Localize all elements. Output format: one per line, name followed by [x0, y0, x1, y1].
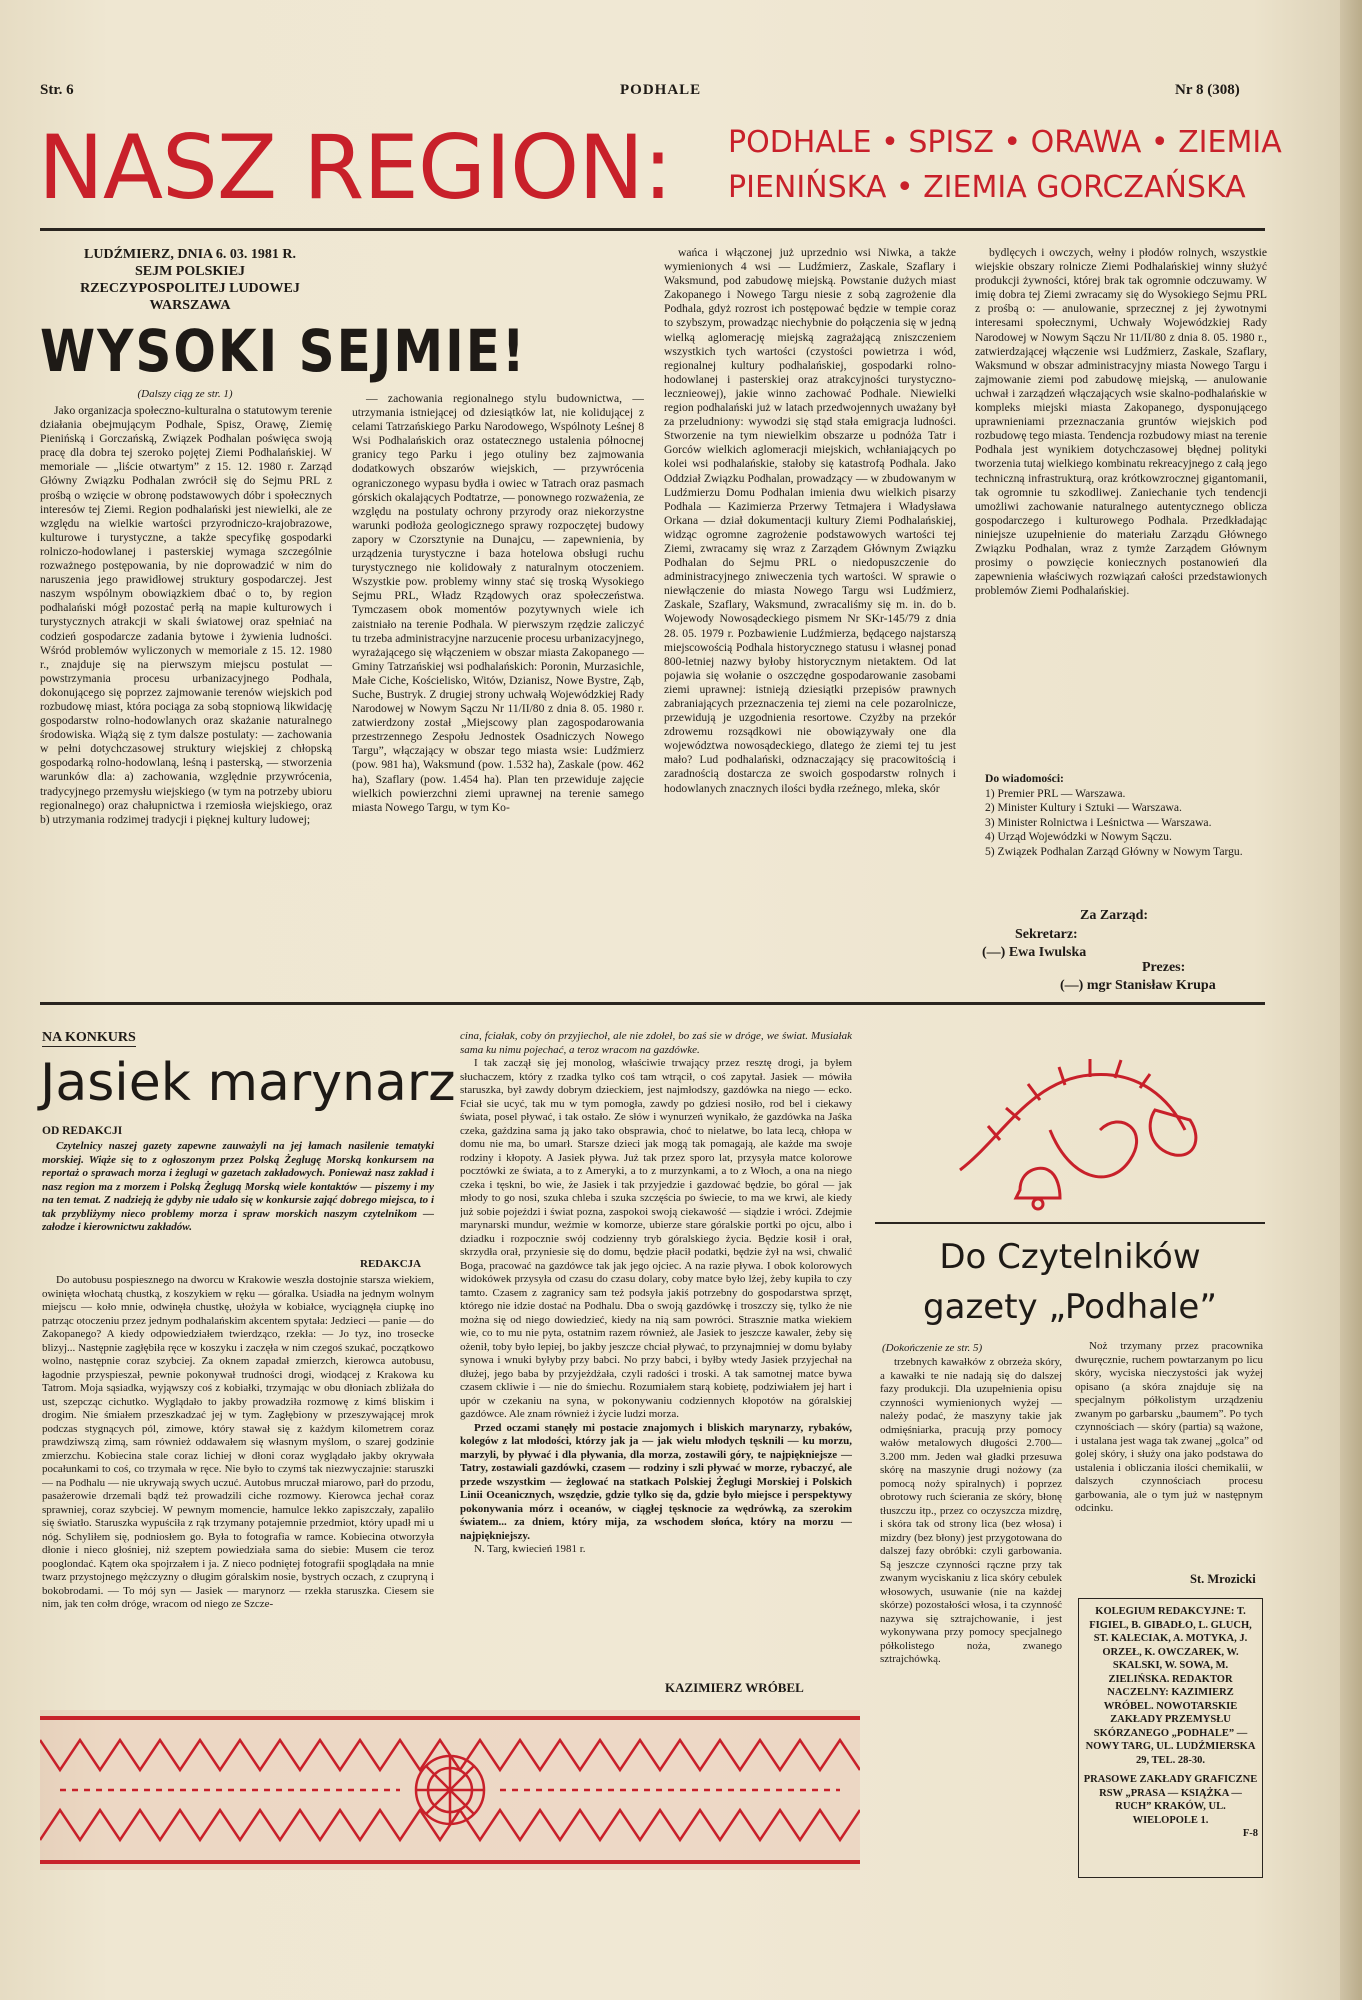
president-name: (—) mgr Stanisław Krupa [1060, 978, 1216, 993]
story-column-2 [460, 1030, 852, 1670]
story-title: Jasiek marynarz [40, 1053, 456, 1113]
readers-continued: (Dokończenie ze str. 5) [882, 1342, 983, 1354]
letter-addr-3: WARSZAWA [149, 298, 231, 313]
story-column-1 [42, 1274, 434, 1702]
story-author: KAZIMIERZ WRÓBEL [665, 1680, 804, 1695]
letter-text-4: bydlęcych i owczych, wełny i płodów rolnych, wszystkie wiejskie obszary rolnicze Ziemi Podhalańskiej winny służyć produkcji żywności, której brak tak ogromnie odczuwamy. W imię dobra tej Ziemi zwracamy się do Wysokiego Sejmu PRL z prośbą o: — anulowanie, sprzecznej z jej żywotnymi interesami społecznymi, Uchwały Wojewódzkiej Rady Narodowej w Nowym Sączu Nr 11/II/80 z dnia 8. 05. 1980 r., zatwierdzającej włączenie wsi Ludźmierz, Zaskale, Szaflary, Waksmund w obszar administracyjny miasta Nowego Targu i zajmowanie ziemi pod zabudowę miejską, — anulowanie uchwał i zarządzeń włączających wsie skalno-podhalańskie w kompleks miejski miasta Zakopanego, dysponującego uprawnieniami przeznaczania gruntów wiejskich pod rozbudowę tego miasta. Tendencja rozbudowy miast na terenie Podhala jest wynikiem dotychczasowej błędnej polityki tworzenia tutaj wielkiego kombinatu rekreacyjnego z całą jego techniczną infrastrukturą, oraz krótkowzrocznej gigantomanii, tak ogromnie tu szkodliwej. Zaniechanie tych tendencji umożliwi zachowanie naturalnego autentycznego oblicza gospodarczego i kulturowego Podhala. Przedkładając niniejsze uzupełnienie do materiału Zarządu Głównego Związku Podhalan, wraz z tymże Zarządem Głównym prosimy o powzięcie koniecznych postanowień dla zapewnienia właściwych rozwiązań całości przedstawionych problemów Ziemi Podhalańskiej. [975, 246, 1267, 598]
editorial-text: Czytelnicy naszej gazety zapewne zauważyli na jej łamach nasilenie tematyki morskiej. Wiąże się to z ogłoszonym przez Polską Żeglugę Morską konkursem na reportaż o sprawach morza i żeglugi w gazetach zakładowych. Ponieważ nasz zakład i nasz region ma z morzem i Polską Żeglugą Morską wiele kontaktów — piszemy i my na ten temat. Z nadzieją że gdyby nie udało się w konkursie zająć dobrego miejsca, to i tak przybliżymy nieco problemy morza i spraw morskich naszym czytelnikom — załodze i kierownictwu zakładów. [42, 1140, 434, 1233]
cc-item: 3) Minister Rolnictwa i Leśnictwa — Warszawa. [985, 815, 1212, 829]
president-title: Prezes: [1142, 960, 1186, 975]
readers-title-line-2: gazety „Podhale” [923, 1287, 1217, 1327]
board-label: Za Zarząd: [1080, 908, 1149, 923]
cc-title: Do wiadomości: [985, 772, 1064, 785]
contest-label: NA KONKURS [42, 1030, 136, 1045]
cc-item: 1) Premier PRL — Warszawa. [985, 786, 1126, 800]
letter-addr-1: SEJM POLSKIEJ [134, 264, 246, 279]
readers-column-2 [1075, 1340, 1263, 1568]
section-rule [40, 1002, 1265, 1005]
letter-headline: WYSOKI SEJMIE! [40, 318, 527, 385]
readers-title [880, 1232, 1260, 1332]
readers-title-line-1: Do Czytelników [939, 1237, 1201, 1277]
letter-text-2: — zachowania regionalnego stylu budownictwa, — utrzymania istniejącej od dziesiątków lat, nie kolidującej z celami Tatrzańskiego Parku Narodowego, Wspólnoty Leśnej 8 Wsi Podhalańskich oraz ostatecznego ustalenia północnej granicy tego Parku i jego otuliny bez zajmowania dodatkowych obszarów wiejskich, — przywrócenia ograniczonego wypasu bydła i owiec w Tatrach oraz pasmach górskich okalających Podtatrze, — ponownego rozważenia, ze względu na postulaty ochrony przyrody oraz niekorzystne warunki podłoża geologicznego sprawy rozpoczętej budowy zapory w Czorsztynie na Dunajcu, — zapewnienia, by urządzenia turystyczne i baza hotelowa obsługi ruchu turystycznego nie kolidowały z naturalnym otoczeniem. Wszystkie pow. problemy winny stać się troską Wysokiego Sejmu PRL, Władz Rządowych oraz społeczeństwa. Tymczasem obok momentów pozytywnych wiele ich zaistniało na terenie Podhala. W pierwszym rzędzie zaliczyć tu trzeba administracyjne narzucenie procesu urbanizacyjnego, wyrażającego się włączeniem w obszar miasta Zakopanego — Gminy Tatrzańskiej wsi podhalańskich: Poronin, Murzasichle, Małe Ciche, Kościelisko, Witów, Dzianisz, Nowe Bystre, Ząb, Suche, Bustryk. Z drugiej strony uchwałą Wojewódzkiej Rady Narodowej w Nowym Sączu Nr 11/II/80 z dnia 8. 05. 1980 r. zatwierdzony został „Miejscowy plan zagospodarowania przestrzennego Zespołu Jednostek Osadniczych Nowego Targu”, włączający w obszar tego miasta wsie: Ludźmierz (pow. 981 ha), Waksmund (pow. 1.532 ha), Zaskale (pow. 462 ha), Szaflary (pow. 1.454 ha). Plan ten przewiduje zajęcie wielkich powierzchni ziemi uprawnej na terenie samego miasta Nowego Targu, w tym Ko- [352, 392, 644, 814]
story-bold-passage: Przed oczami stanęły mi postacie znajomych i bliskich marynarzy, rybaków, kolegów z lat młodości, którzy jak ja — jak wielu młodych tęsknili — ku morzu, marzyli, by pływać i dla pływania, dla morza, zostawili góry, te najpiękniejsze — Tatry, zostawiali gazdówki, czasem — rodziny i szli pływać w morze, rybaczyć, ale przede wszystkim — żeglować na statkach Polskiej Żeglugi Morskiej i Polskich Linii Oceanicznych, wszędzie, gdzie tylko się da, gdzie było miejsce i perspektywy pokonywania mórz i oceanów, w ciągłej tęsknocie za wędrówką, za szerokim światem... za dniem, który mija, za wschodem słońca, który na morzu — najpiękniejszy. [460, 1421, 852, 1542]
cc-item: 4) Urząd Wojewódzki w Nowym Sączu. [985, 830, 1172, 843]
story-text-1: Do autobusu pospiesznego na dworcu w Krakowie weszła dostojnie starsza wiekiem, owinięta włochatą chustką, z koszykiem w ręku — góralka. Usiadła na jednym wolnym miejscu — koło mnie, odwinęła chustkę, ułożyła w kobiałce, wyciągnęła ciupkę ino patrząc otoczeniu przez jednym podhalańskim akcentem spytała: Jedzieci — panie — do Zakopanego? A kiedy odpowiedziałem twierdząco, rzekła: — Jo tyz, ino trosecke blizyj... Następnie zagłębiła ręce w koszyku i zaczęła w nim czegoś szukać, początkowo wolno, następnie coraz szybciej. Za oknem zapadał zmierzch, kierowca autobusu, łagodnie przyspieszał, pewnie pokonywał trudności drogi, wiodącej z Krakowa ku Tatrom. Moja sąsiadka, wyjąwszy coś z kobiałki, trzymając w obu dłoniach zbliżała do ust, szepcząc cichutko. Wyglądało to jakby prowadziła rozmowę z kimś bliskim i drogim. Nie śmiałem przeszkadzać jej w tym. Zagłębiony w przeszywającej mrok podczas stygnących pól, zimowe, który stawał się z każdym kilometrem coraz prawdziwszą zimą, sam również oddawałem się własnym myślom, o szarej godzinie zmierzchu. Kobiecina stale coraz lichiej w dłoni coraz wyglądało jakby okrywała pocałunkami to coś, co trzymała w ręce. Nie było to czymś tak niezwyczajnie: staruszki — na Podhalu — nie ukrywają swych uczuć. Autobus mruczał miarowo, parł do przodu, pasażerowie drzemali bądź też prowadzili ciche rozmowy. Kierowca jechał coraz sprawniej, coraz szybciej. W pewnym momencie, hamulce lekko zapiszczały, zapaliło się światło. Staruszka wypuściła z rąk trzymany potajemnie przedmiot, który upadł mi u nóg. Schyliłem się, podniosłem go. Była to fotografia w ramce. Kobiecina otworzyła dłonie i nieco głośniej, niż szeptem powiedziała sama do siebie: Musem cie teroz pooglondać. Kątem oka spojrzałem i ja. Z nieco podniętej fotografii spoglądała na mnie twarz przystojnego mężczyzny o długim góralskim nosie, bystrych oczach, z czupryną i bokobrodami. — To mój syn — Jasiek — marynorz — rzekła staruszka. Ciesem sie nim, jak ten cołm dróge, wracom od niego ze Szcze- [42, 1274, 434, 1610]
colophon-code: F-8 [1242, 1828, 1258, 1839]
letter-dateline: LUDŹMIERZ, DNIA 6. 03. 1981 R. [84, 247, 296, 262]
colophon-box [1078, 1598, 1263, 1878]
colophon-text: KOLEGIUM REDAKCYJNE: T. FIGIEL, B. GIBADŁO, L. GLUCH, ST. KALECIAK, A. MOTYKA, J. ORZEŁ, K. OWCZAREK, W. SKALSKI, W. SOWA, M. ZIELIŃSKA. REDAKTOR NACZELNY: KAZIMIERZ WRÓBEL. NOWOTARSKIE ZAKŁADY PRZEMYSŁU SKÓRZANEGO „PODHALE” — NOWY TARG, UL. LUDŹMIERSKA 29, TEL. 28-30. [1085, 1606, 1256, 1766]
editorial-note [42, 1140, 434, 1258]
story-place-date: N. Targ, kwiecień 1981 r. [474, 1543, 586, 1555]
letter-column-1 [40, 404, 332, 994]
paper-name: PODHALE [620, 82, 702, 98]
editorial-sign: REDAKCJA [360, 1258, 422, 1270]
letter-column-3 [664, 246, 956, 994]
editorial-head: OD REDAKCJI [42, 1125, 123, 1137]
letter-address [40, 246, 340, 314]
readers-rule [875, 1222, 1265, 1224]
letter-cc [985, 772, 1265, 859]
page-number: Str. 6 [40, 82, 74, 98]
readers-column-1 [880, 1356, 1062, 1704]
letter-text-1: Jako organizacja społeczno-kulturalna o statutowym terenie działania obejmującym Podhale, Spisz, Orawę, Ziemię Pienińską i Gorczańską, Związek Podhalan poświęca swoją pracę dla dobra tej szeroko pojętej Ziemi Podhalańskiej. W memoriale — „liście otwartym” z 15. 12. 1980 r. Zarząd Główny Związku Podhalan zwrócił się do Sejmu PRL z prośbą o wzięcie w obronę podstawowych dóbr i społecznych interesów tej Ziemi. Region podhalański jest niewielki, ale ze względu na wielkie wartości przyrodniczo-krajobrazowe, kulturowe i turystyczne, a także specyfikę gospodarki rolniczo-hodowlanej i pasterskiej wymaga szczególnie rozważnego postępowania, by nie doprowadzić w nim do naruszenia jego prawidłowej struktury gospodarczej. Jest naszym wspólnym obowiązkiem dbać o to, by region podhalański mógł pozostać perłą na mapie kulturowych i turystycznych atrakcji w skali światowej oraz spełniać na codzień gospodarcze zadania bytowe i żywienia ludności. Wśród problemów wyliczonych w memoriale z 15. 12. 1980 r., znajduje się na pierwszym miejscu postulat — powstrzymania procesu urbanizacyjnego Podhala, dokonującego się poprzez zajmowanie terenów wiejskich pod rozbudowę miast, która pociąga za sobą stopniową likwidację gospodarstw rolno-hodowlanych oraz skażanie naturalnego środowiska. Wiążą się z tym dalsze postulaty: — zachowania w pełni dotychczasowej struktury wiejskiej z chłopską gospodarką rolno-hodowlaną, leśną i pasterską, — stworzenia warunków dla: a) zachowania, względnie przywrócenia, tradycyjnego przemysłu wiejskiego (w tym na potrzeby ubioru regionalnego) oraz chałupnictwa i rzemiosła wiejskiego, oraz b) utrzymania rodzimej tradycji i pięknej kultury ludowej; [40, 404, 332, 826]
cc-item: 2) Minister Kultury i Sztuki — Warszawa. [985, 801, 1182, 814]
letter-continued: (Dalszy ciąg ze str. 1) [137, 388, 233, 400]
readers-text-2: Noż trzymany przez pracownika dwuręcznie, ruchem powtarzanym po licu skóry, wyciska nieczystości jak wyżej opisano (a skóra znajduje się na specjalnym półkolistym urządzeniu zwanym po garbarsku „baumem”. Po tych czynnościach — skóry (partia) są ważone, i ustalana jest waga tak zwanej „golca” od golej skóry, i służy ona jako podstawa do ustalenia i obliczania ilości chemikalii, w dalszych czynnościach procesu garbowania, ale o tym już w następnym odcinku. [1075, 1340, 1263, 1514]
story-text-2: I tak zaczął się jej monolog, właściwie trwający przez resztę drogi, ja byłem słuchaczem, który z rzadka tylko coś tam wtrącił, o coś zapytał. Jasiek — mówiła staruszka, był zawdy dobrym dzieckiem, jest najmłodszy, gazdówka na niego — ecko. Fciał sie ucyć, tak mu w tym pomogła, zawdy po gdziesi nosiło, rod bel i ciekawy świata, posel pływać, i tak ostało. Ze słów i wynurzeń wynikało, że gazdówka na Jaśka czeka, gaździna sama ją jako tako obsprawia, choć to nielatwe, bo lata lecą, chłopa w domu nie ma, bo umarł. Starsze dzieci jak mogą tak pomagają, ale każde ma swoje rodziny i kłopoty. A Jasiek pływa. Już tak przez sporo lat, przysyła matce kolorowe pocztówki ze świata, a to z Ameryki, a to z murzynkami, a to z Włoch, a ona na niego czeka i tęskni, bo wie, że Jasiek i tak przyjedzie i gazdować będzie, bo góral — jak młody to go nosi, szuka chleba i szuka szczęścia po świecie, to ma we krwi, ale kiedy już sobie pojeździ i świat pozna, zaspokoi swoją ciekawość — siądzie i wróci. Zdejmie marynarski mundur, weźmie w komorze, ubierze stare góralskie portki po ojcu, albo i dziadku i rozpocznie swój codzienny tryb góralskiego życia. Będzie kosił i orał, skrzydła orał, przyniesie się do domu, będzie płacił podatki, będzie żył na wsi, chwalić Boga, pracować na gazdówce tak jak jego ojciec. A na razie pływa. I obok kolorowych widokówek przysyła od czasu do czasu dolary, coby matce było lżej, żeby kupiła to czy tamto. Czasem z zagranicy sam też podsyła jakiś potrzebny do gospodarstwa sprzęt, którego nie idzie dostać na Podhalu. Dba o swoją gazdówkę i troszczy się, tylko że nie można się od niego dowiedzieć, kiedy na nią sam powróci. Strasznie matka wiekiem wie, co to mu nie pyta, ostatnim razem również, ale Jasiek to jeszcze kawaler, żeby się ożenił, toby było lepiej, bo jakby jeszcze chciał pływać, to przynajmniej w domu byłaby synowa i wnuki byłyby przy babci. No przy babci, i byłby wtedy Jasiek przyjechał na dłużej, jego baba by przyjeżdżała, czyli radości i troski. A tak samotnej matce bywa czasem ckliwie i — nie do śmiechu. Rozumiałem starą kobietę, podziwiałem jej hart i upór w czekaniu na syna, w pokonywaniu codziennych kłopotów na góralskiej gazdówce. Ale znam również i życie ludzi morza. [460, 1057, 852, 1420]
page-edge [1340, 0, 1362, 2000]
letter-column-2 [352, 392, 644, 994]
folk-border-ornament [40, 1710, 860, 1870]
story-italic-passage: cina, fciałak, coby ón przyjiechoł, ale nie zdołeł, bo zaś sie w dróge, we świat. Musiałak sama ku nimu pojechać, a teroz wracom na gazdówke. [460, 1030, 852, 1056]
secretary-name: (—) Ewa Iwulska [982, 945, 1087, 960]
cc-item: 5) Związek Podhalan Zarząd Główny w Nowym Targu. [985, 844, 1243, 858]
secretary-title: Sekretarz: [1015, 927, 1078, 942]
letter-column-4 [975, 246, 1267, 766]
bell-ornament [940, 1020, 1210, 1220]
readers-text-1: trzebnych kawałków z obrzeża skóry, a kawałki te nie nadają się do dalszej fazy produkcji. Dla uzupełnienia opisu czynności wymienionych wyżej — należy podać, że maszyny takie jak odmięśniarka, pracują przy pomocy wałów metalowych długości 2.700—3.200 mm. Jeden wał gładki przesuwa skórę na maszynie drugi nożowy (za pomocą noży spiralnych) i poprzez obrotowy ruch ścierania ze skóry, błonę tłuszczu itp., przez co oczyszcza mizdrę, i skóra tak od strony lica (bez włosa) i mizdry (bez błony) jest przygotowana do dalszej fazy obróbki: czyli garbowania. Są jeszcze czynności rączne przy tak zwanym wyciskaniu z lica skóry cebulek włosowych, usuwanie (nie na każdej skórze) pozostałości włosa, i ta czynność nazywa się sztrajchowanie, i jest wykonywana przy pomocy specjalnego półkolistego noża, zwanego sztrajchówką. [880, 1356, 1062, 1665]
banner-title: NASZ REGION: [38, 116, 672, 219]
colophon-print: PRASOWE ZAKŁADY GRAFICZNE RSW „PRASA — KSIĄŻKA — RUCH” KRAKÓW, UL. WIELOPOLE 1. [1083, 1774, 1258, 1826]
letter-addr-2: RZECZYPOSPOLITEJ LUDOWEJ [80, 281, 300, 296]
banner-line-2: PIENIŃSKA • ZIEMIA GORCZAŃSKA [728, 170, 1246, 205]
issue-number: Nr 8 (308) [1175, 82, 1240, 98]
readers-sign: St. Mrozicki [1190, 1572, 1256, 1586]
banner-line-1: PODHALE • SPISZ • ORAWA • ZIEMIA [728, 125, 1282, 160]
banner-rule [40, 228, 1265, 231]
letter-text-3: wańca i włączonej już uprzednio wsi Niwka, a także wymienionych 4 wsi — Ludźmierz, Zaskale, Szaflary i Waksmund, pod zabudowę miejską. Powstanie dużych miast Zakopanego i Nowego Targu niesie z sobą zagrożenie dla Podhala, gdyż rozrost ich postępować będzie w tempie coraz to szybszym, prowadząc niechybnie do połączenia się w jedną wielką aglomerację miejską zagrażającą zniszczeniem wszystkich tych wartości (czystości powietrza i wód, regionalnej kultury podhalańskiej, gospodarki rolno-hodowlanej i pasterskiej oraz atrakcyjności turystyczno-lecznieowej), jakie winno zachować Podhale. Niewielki region podhalański już w latach przedwojennych uważany był za przeludniony: wywodzi się stąd stała emigracja ludności. Stworzenie na tym niewielkim obszarze u podnóża Tatr i Gorców wielkich aglomeracji miejskich, wchłaniających po kolei wsi podhalańskie, stałoby się katastrofą Podhala. Jako Oddział Związku Podhalan, prowadzący — w zbudowanym w Ludźmierzu Domu Podhalan imienia dwu wielkich pisarzy Podhala — Kazimierza Przerwy Tetmajera i Władysława Orkana — dział dokumentacji kultury Ziemi Podhalańskiej, widząc ogromne zagrożenie podstawowych wartości tej Ziemi, zwracamy się wraz z Zarządem Głównym Związku Podhalan do Sejmu PRL o niedopuszczenie do administracyjnego zniweczenia tych wartości. W sprawie o niewłączenie do miasta Nowego Targu wsi Ludźmierz, Zaskale, Szaflary, Waksmund, zwracaliśmy się m. in. do b. Wojewody Nowosądeckiego pismem Nr SKr-145/79 z dnia 28. 05. 1979 r. Pozbawienie Ludźmierza, będącego najstarszą miejscowością Podhala historycznego statusu i własnej ponad 800-letniej nazwy byłoby historycznym nietaktem. Od lat pojawia się wołanie o oszczędne gospodarowanie zasobami ziemi uprawnej: istnieją dziesiątki przepisów prawnych zabraniających przeznaczenia tej ziemi na cele pozarolnicze, przewidują je uzgodnienia resortowe. Czyżby na przekór zdrowemu rozsądkowi nie obowiązywały one dla województwa nowosądeckiego, dlatego że ziemi tej tu jest mało? Lud podhalański, odznaczający się pracowitością i zaradnością dostarcza ze swoich gospodarstw rolnych i hodowlanych znacznych ilości bydła rzeźnego, mleka, skór [664, 246, 956, 795]
